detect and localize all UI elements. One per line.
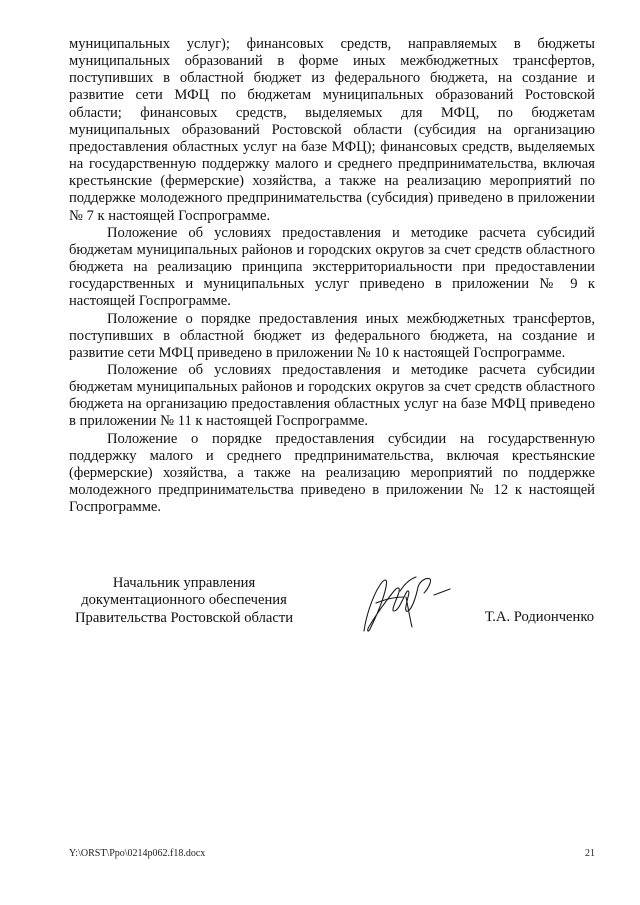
signatory-name: Т.А. Родионченко — [484, 609, 594, 625]
signatory-position-line-2: документационного обеспечения — [81, 592, 287, 609]
handwritten-signature — [346, 567, 456, 639]
paragraph-appendix-10: Положение о порядке предоставления иных межбюджетных трансфертов, поступивших в областной бюджет из федерального бюджета, на создание и развитие сети МФЦ приведено в приложении № 10 к настоящей Госпрограмме. — [69, 310, 595, 361]
signatory-position-line-3: Правительства Ростовской области — [74, 609, 294, 626]
paragraph-appendix-11: Положение об условиях предоставления и методике расчета субсидии бюджетам муниципальных районов и городских округов за счет средств областного бюджета на организацию предоставления областных услуг на базе МФЦ приведено в приложении № 11 к настоящей Госпрограмме. — [69, 361, 595, 430]
footer-file-path: Y:\ORST\Ppo\0214p062.f18.docx — [69, 848, 206, 859]
paragraph-continuation: муниципальных услуг); финансовых средств, направляемых в бюджеты муниципальных образований в форме иных межбюджетных трансфертов, поступивших в областной бюджет из федерального бюджета, на создание и развитие сети МФЦ по бюджетам муниципальных образований Ростовской области; финансовых средств, выделяемых для МФЦ, по бюджетам муниципальных образований Ростовской области (субсидия на организацию предоставления областных услуг на базе МФЦ); финансовых средств, выделяемых на государственную поддержку малого и среднего предпринимательства, включая крестьянские (фермерские) хозяйства, а также на реализацию мероприятий по поддержке молодежного предпринимательства (субсидия) приведено в приложении № 7 к настоящей Госпрограмме. — [69, 36, 595, 224]
signatory-position — [68, 575, 300, 627]
page-number: 21 — [585, 848, 595, 859]
signature-block — [60, 575, 600, 635]
paragraph-appendix-12: Положение о порядке предоставления субсидии на государственную поддержку малого и среднего предпринимательства, включая крестьянские (фермерские) хозяйства, а также на реализацию мероприятий по поддержке молодежного предпринимательства приведено в приложении № 12 к настоящей Госпрограмме. — [69, 430, 595, 516]
paragraph-appendix-9: Положение об условиях предоставления и методике расчета субсидий бюджетам муниципальных районов и городских округов за счет средств областного бюджета на реализацию принципа экстерриториальности при предоставлении государственных и муниципальных услуг приведено в приложении № 9 к настоящей Госпрограмме. — [69, 224, 595, 310]
document-body — [69, 36, 595, 516]
signatory-position-line-1: Начальник управления — [112, 575, 256, 591]
